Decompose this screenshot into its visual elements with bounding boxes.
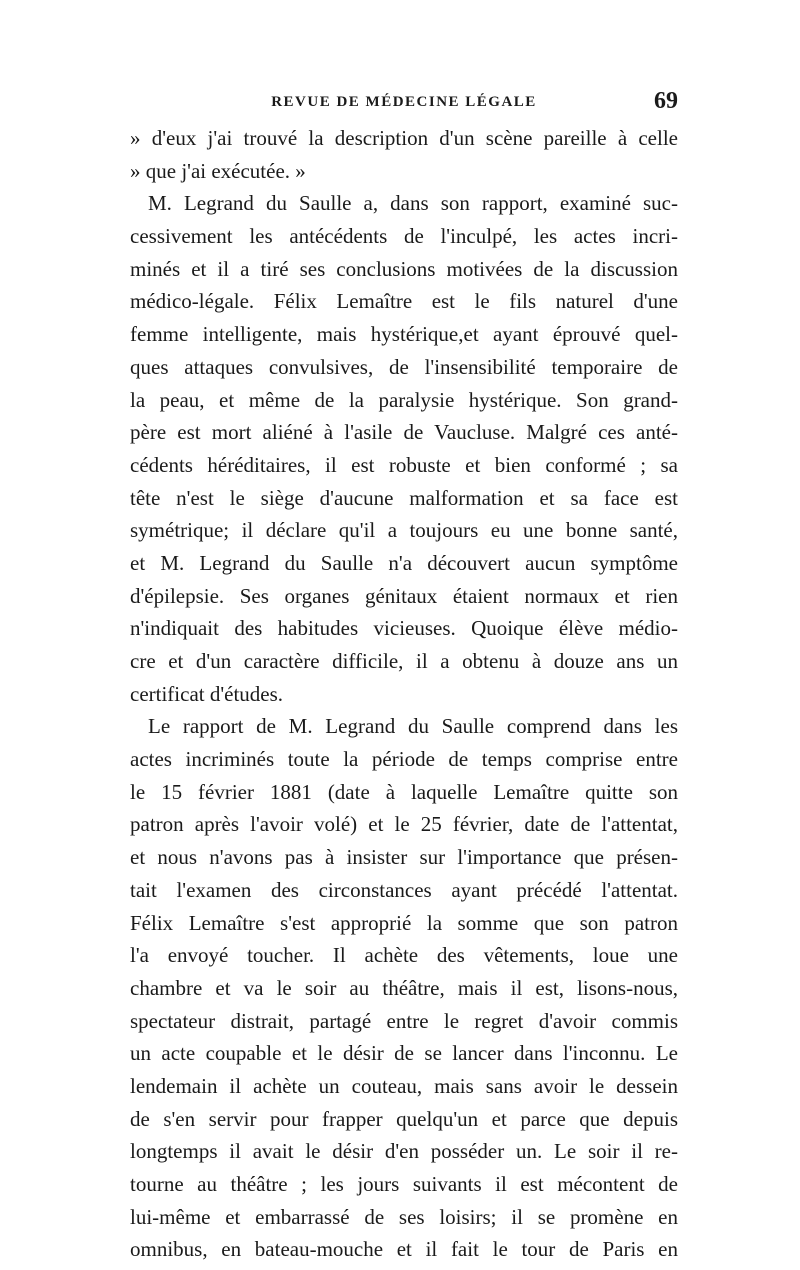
page-number: 69	[654, 88, 678, 114]
text-line: Félix Lemaître s'est approprié la somme que son patron	[130, 910, 678, 935]
text-line: père est mort aliéné à l'asile de Vaucluse. Malgré ces anté-	[130, 420, 678, 445]
running-head	[130, 88, 678, 122]
text-line: omnibus, en bateau-mouche et il fait le tour de Paris en	[130, 1237, 678, 1262]
text-line: lendemain il achète un couteau, mais sans avoir le dessein	[130, 1073, 678, 1098]
text-line: tête n'est le siège d'aucune malformation et sa face est	[130, 485, 678, 510]
text-line: » que j'ai exécutée. »	[130, 158, 306, 183]
text-line: Le rapport de M. Legrand du Saulle comprend dans les	[148, 714, 678, 739]
text-body	[130, 122, 678, 1266]
text-line: cre et d'un caractère difficile, il a obtenu à douze ans un	[130, 649, 678, 673]
text-line: la peau, et même de la paralysie hystérique. Son grand-	[130, 387, 678, 412]
text-line: tourne au théâtre ; les jours suivants il est mécontent de	[130, 1172, 678, 1196]
text-line: certificat d'études.	[130, 681, 284, 706]
text-line: tait l'examen des circonstances ayant précédé l'attentat.	[130, 877, 678, 902]
text-line: femme intelligente, mais hystérique,et ayant éprouvé quel-	[130, 322, 678, 347]
running-title: REVUE DE MÉDECINE LÉGALE	[271, 94, 537, 110]
text-line: un acte coupable et le désir de se lancer dans l'inconnu. Le	[130, 1041, 678, 1066]
text-line: le 15 février 1881 (date à laquelle Lemaître quitte son	[130, 779, 678, 804]
text-line: » d'eux j'ai trouvé la description d'un scène pareille à celle	[130, 126, 678, 150]
text-line: cessivement les antécédents de l'inculpé, les actes incri-	[130, 224, 678, 249]
text-line: cédents héréditaires, il est robuste et bien conformé ; sa	[130, 452, 678, 477]
text-line: chambre et va le soir au théâtre, mais il est, lisons-nous,	[130, 975, 678, 1000]
text-line: longtemps il avait le désir d'en posséder un. Le soir il re-	[130, 1139, 678, 1164]
text-line: l'a envoyé toucher. Il achète des vêtements, loue une	[130, 943, 678, 968]
text-line: et M. Legrand du Saulle n'a découvert aucun symptôme	[130, 550, 678, 575]
text-line: minés et il a tiré ses conclusions motivées de la discussion	[130, 256, 678, 281]
text-line: M. Legrand du Saulle a, dans son rapport, examiné suc-	[148, 191, 678, 216]
text-line: ques attaques convulsives, de l'insensibilité temporaire de	[130, 354, 678, 379]
text-line: médico-légale. Félix Lemaître est le fils naturel d'une	[130, 289, 678, 314]
text-line: n'indiquait des habitudes vicieuses. Quoique élève médio-	[130, 616, 678, 641]
text-line: de s'en servir pour frapper quelqu'un et parce que depuis	[130, 1106, 678, 1131]
text-line: lui-même et embarrassé de ses loisirs; il se promène en	[130, 1204, 678, 1229]
text-line: et nous n'avons pas à insister sur l'importance que présen-	[130, 845, 678, 870]
text-line: symétrique; il déclare qu'il a toujours eu une bonne santé,	[130, 518, 678, 543]
text-line: spectateur distrait, partagé entre le regret d'avoir commis	[130, 1008, 678, 1033]
text-line: actes incriminés toute la période de temps comprise entre	[130, 747, 678, 772]
text-line: patron après l'avoir volé) et le 25 février, date de l'attentat,	[130, 812, 678, 837]
text-line: d'épilepsie. Ses organes génitaux étaient normaux et rien	[130, 583, 678, 608]
